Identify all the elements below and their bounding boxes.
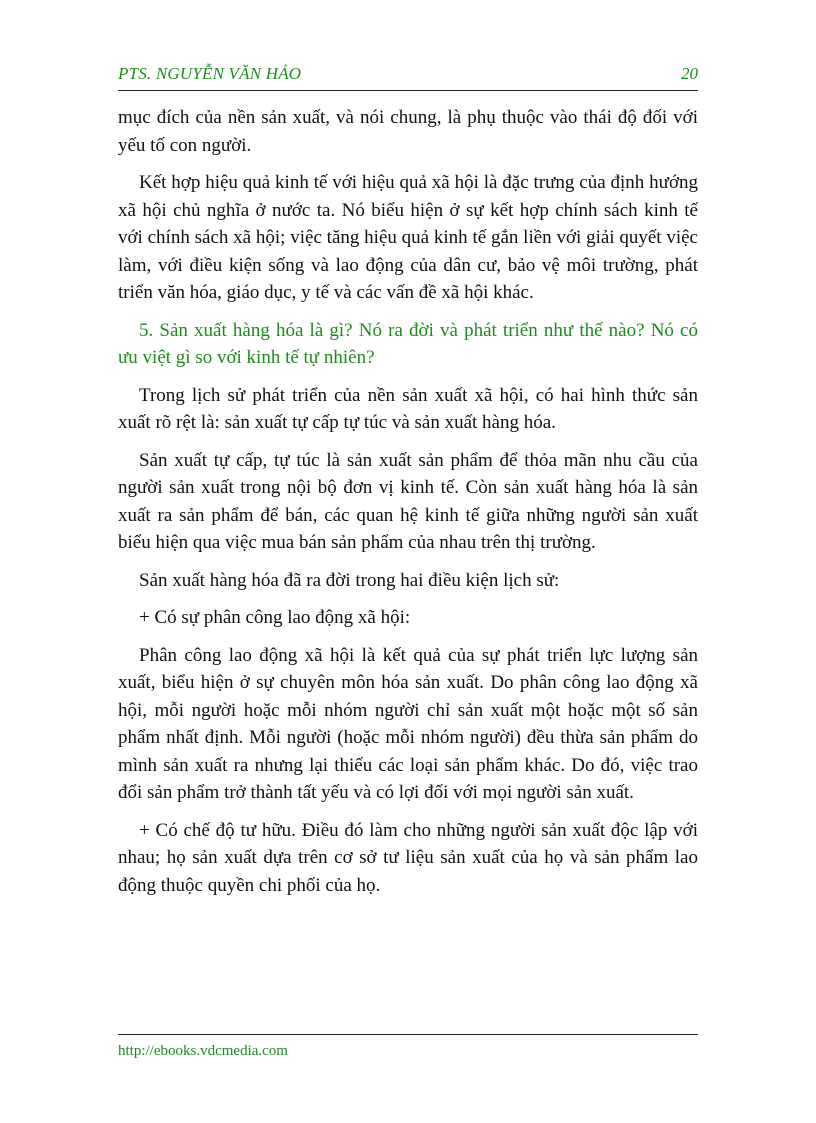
paragraph-continuation: mục đích của nền sản xuất, và nói chung, là phụ thuộc vào thái độ đối với yếu tố con người. <box>118 107 698 156</box>
header-author: PTS. NGUYỄN VĂN HẢO <box>118 64 302 83</box>
page-body <box>118 104 698 909</box>
paragraph: Kết hợp hiệu quả kinh tế với hiệu quả xã hội là đặc trưng của định hướng xã hội chủ nghĩa ở nước ta. Nó biểu hiện ở sự kết hợp chính sách kinh tế với chính sách xã hội; việc tăng hiệu quả kinh tế gắn liền với giải quyết việc làm, với điều kiện sống và lao động của dân cư, bảo vệ môi trường, phát triển văn hóa, giáo dục, y tế và các vấn đề xã hội khác. <box>118 172 698 303</box>
list-condition-item: + Có chế độ tư hữu. Điều đó làm cho những người sản xuất độc lập với nhau; họ sản xuất dựa trên cơ sở tư liệu sản xuất của họ và sản phẩm lao động thuộc quyền chi phối của họ. <box>118 819 698 896</box>
page-header <box>118 60 698 91</box>
list-condition-item: + Có sự phân công lao động xã hội: <box>139 607 411 628</box>
paragraph: Trong lịch sử phát triển của nền sản xuất xã hội, có hai hình thức sản xuất rõ rệt là: sản xuất tự cấp tự túc và sản xuất hàng hóa. <box>118 384 698 433</box>
section-question-heading: 5. Sản xuất hàng hóa là gì? Nó ra đời và phát triển như thế nào? Nó có ưu việt gì so với kinh tế tự nhiên? <box>118 319 698 368</box>
page-number: 20 <box>681 64 698 83</box>
paragraph: Sản xuất hàng hóa đã ra đời trong hai điều kiện lịch sử: <box>139 569 560 591</box>
paragraph: Sản xuất tự cấp, tự túc là sản xuất sản phẩm để thỏa mãn nhu cầu của người sản xuất trong nội bộ đơn vị kinh tế. Còn sản xuất hàng hóa là sản xuất ra sản phẩm để bán, các quan hệ kinh tế giữa những người sản xuất biểu hiện qua việc mua bán sản phẩm của nhau trên thị trường. <box>118 449 698 553</box>
footer-divider <box>118 1034 698 1035</box>
paragraph: Phân công lao động xã hội là kết quả của sự phát triển lực lượng sản xuất, biểu hiện ở sự chuyên môn hóa sản xuất. Do phân công lao động xã hội, mỗi người hoặc mỗi nhóm người chỉ sản xuất một hoặc một số sản phẩm nhất định. Mỗi người (hoặc mỗi nhóm người) đều thừa sản phẩm do mình sản xuất ra nhưng lại thiếu các loại sản phẩm khác. Do đó, việc trao đổi sản phẩm trở thành tất yếu và có lợi đối với mọi người sản xuất. <box>118 644 698 803</box>
footer-url-link[interactable]: http://ebooks.vdcmedia.com <box>118 1043 288 1059</box>
